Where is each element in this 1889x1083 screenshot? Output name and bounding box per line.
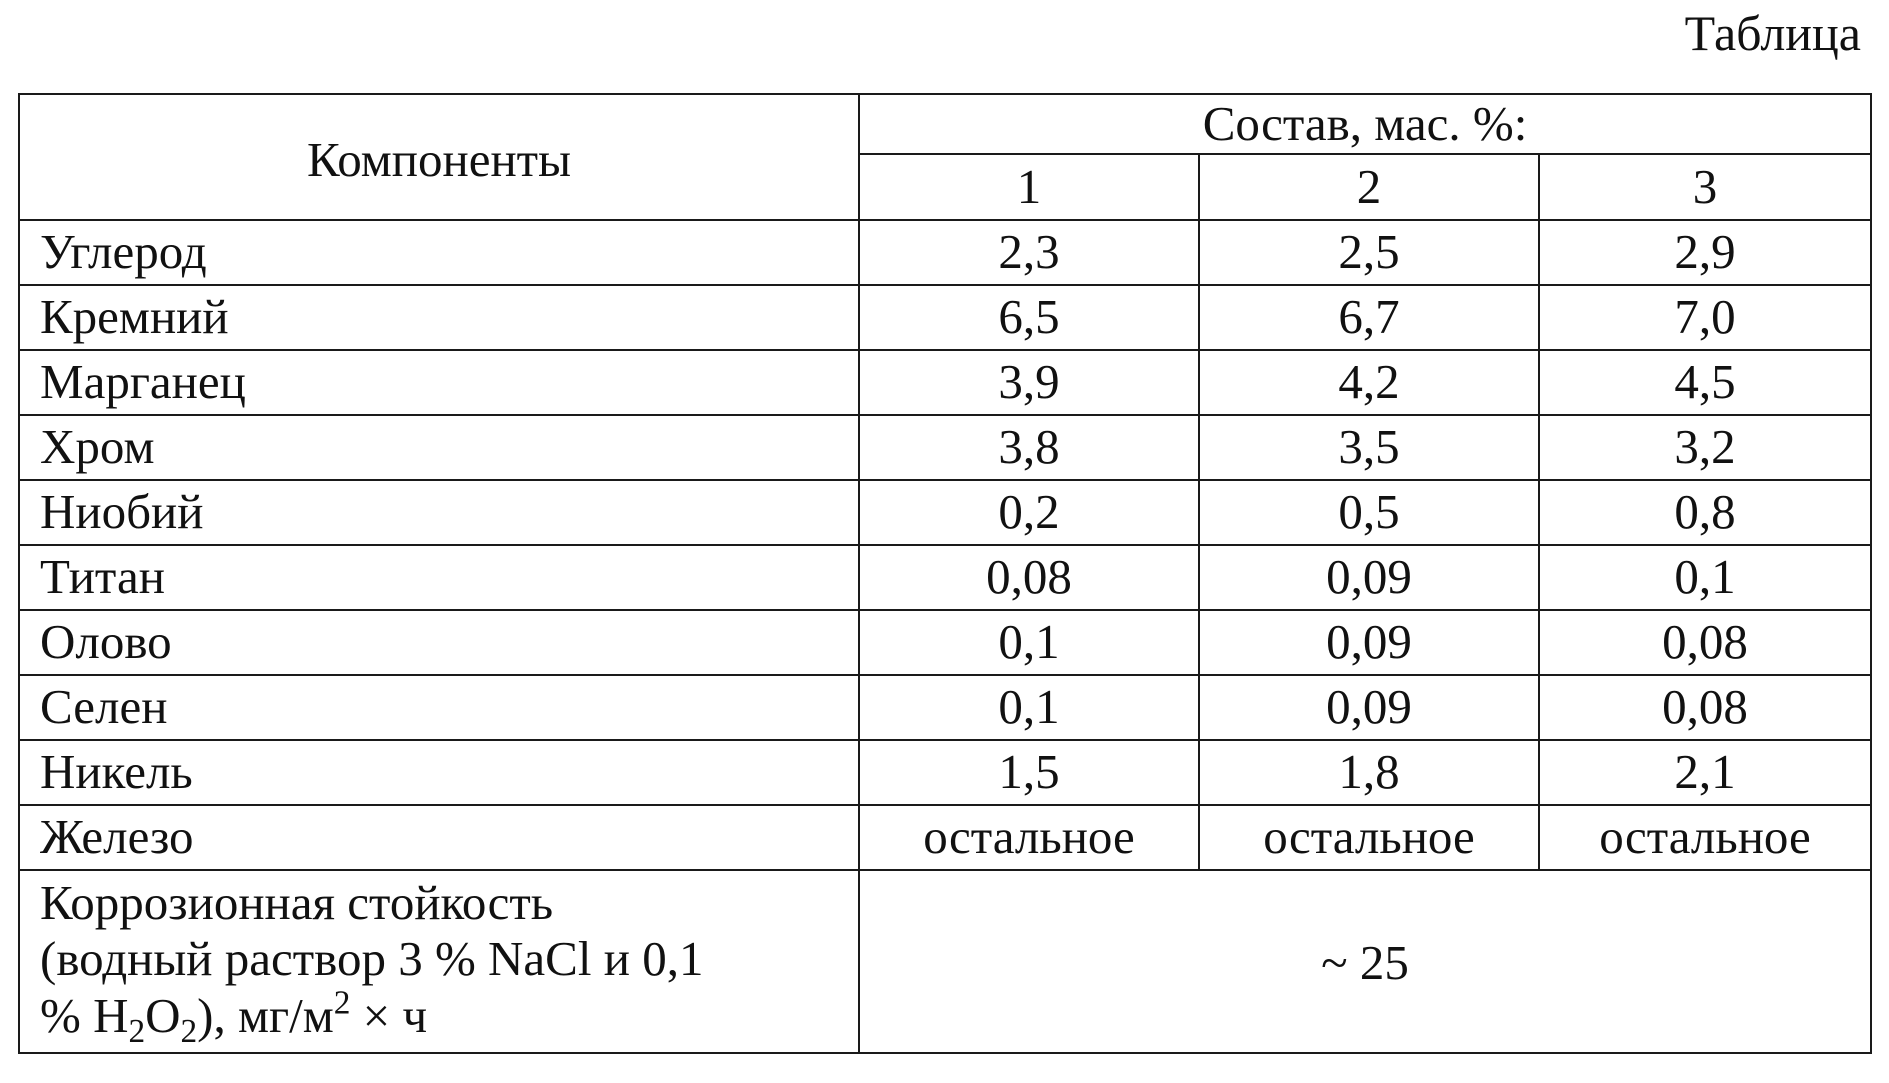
composition-value-1: 6,5 [859,285,1199,350]
table-row [19,610,1871,675]
component-name: Никель [19,740,859,805]
composition-value-1: 0,2 [859,480,1199,545]
corrosion-label [19,870,859,1053]
corrosion-label-line-2: (водный раствор 3 % NaCl и 0,1 [40,931,704,987]
composition-value-2: 0,09 [1199,675,1539,740]
composition-header: Состав, мас. %: [859,94,1871,154]
composition-value-2: 3,5 [1199,415,1539,480]
corrosion-row [19,870,1871,1053]
composition-table [18,93,1872,1054]
composition-value-1: 3,9 [859,350,1199,415]
table-row [19,805,1871,870]
corrosion-text: × ч [350,987,428,1043]
superscript: 2 [333,984,351,1022]
header-row [19,94,1871,154]
composition-value-3: 0,08 [1539,675,1871,740]
components-header: Компоненты [19,94,859,220]
component-name: Ниобий [19,480,859,545]
component-name: Углерод [19,220,859,285]
composition-value-2: остальное [1199,805,1539,870]
composition-value-1: 0,1 [859,675,1199,740]
subscript: 2 [128,1012,146,1050]
composition-value-2: 2,5 [1199,220,1539,285]
corrosion-value: ~ 25 [859,870,1871,1053]
composition-value-2: 0,5 [1199,480,1539,545]
composition-value-3: 2,9 [1539,220,1871,285]
component-name: Марганец [19,350,859,415]
table-row [19,675,1871,740]
table-row [19,285,1871,350]
component-name: Селен [19,675,859,740]
table-row [19,545,1871,610]
corrosion-text: O [145,987,181,1043]
table-row [19,415,1871,480]
corrosion-text: % H [40,987,129,1043]
composition-value-3: 4,5 [1539,350,1871,415]
composition-value-1: 1,5 [859,740,1199,805]
composition-value-3: остальное [1539,805,1871,870]
composition-value-3: 0,8 [1539,480,1871,545]
variant-header-3: 3 [1539,154,1871,220]
composition-value-1: 0,1 [859,610,1199,675]
component-name: Хром [19,415,859,480]
table-row [19,350,1871,415]
composition-value-2: 0,09 [1199,610,1539,675]
composition-value-3: 2,1 [1539,740,1871,805]
component-name: Железо [19,805,859,870]
composition-value-1: остальное [859,805,1199,870]
variant-header-2: 2 [1199,154,1539,220]
composition-value-3: 3,2 [1539,415,1871,480]
composition-value-1: 2,3 [859,220,1199,285]
component-name: Олово [19,610,859,675]
table-row [19,740,1871,805]
corrosion-label-line-1: Коррозионная стойкость [40,875,554,930]
composition-value-3: 7,0 [1539,285,1871,350]
component-name: Титан [19,545,859,610]
composition-value-2: 1,8 [1199,740,1539,805]
composition-value-3: 0,1 [1539,545,1871,610]
corrosion-label-line-3 [40,984,858,1050]
variant-header-1: 1 [859,154,1199,220]
table-row [19,480,1871,545]
table-row [19,220,1871,285]
composition-value-2: 6,7 [1199,285,1539,350]
subscript: 2 [180,1012,198,1050]
composition-value-1: 0,08 [859,545,1199,610]
component-name: Кремний [19,285,859,350]
table-caption: Таблица [1684,5,1861,61]
composition-value-3: 0,08 [1539,610,1871,675]
corrosion-text: ), мг/м [197,987,334,1043]
composition-value-2: 0,09 [1199,545,1539,610]
composition-value-1: 3,8 [859,415,1199,480]
composition-value-2: 4,2 [1199,350,1539,415]
